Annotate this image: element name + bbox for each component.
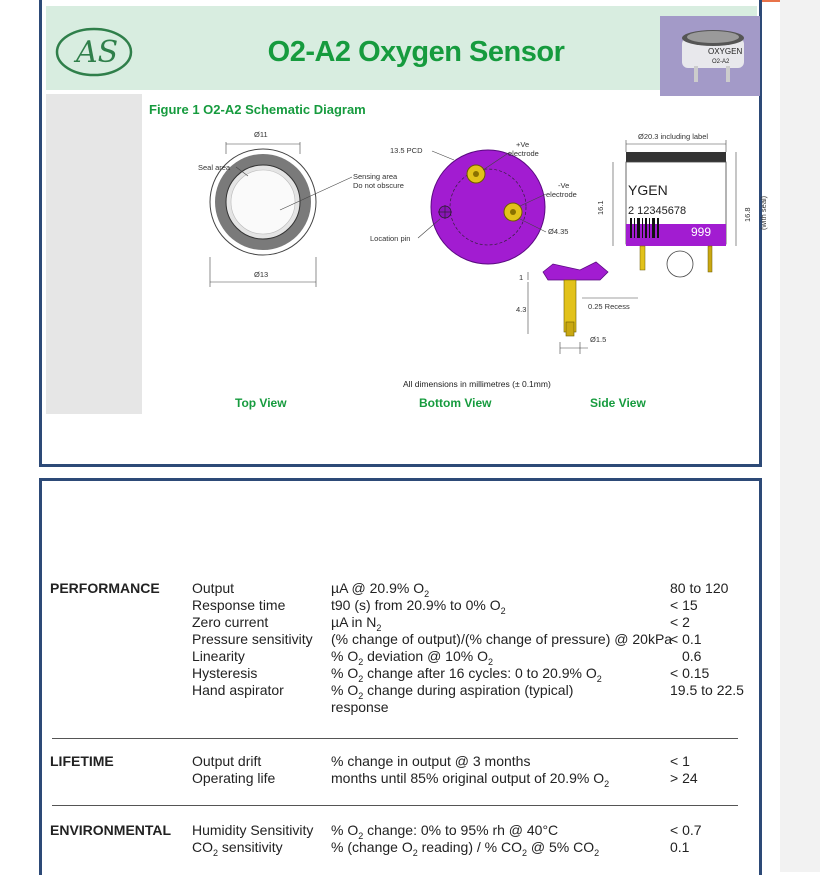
category-performance: PERFORMANCE: [50, 580, 160, 596]
value-hand-aspirator: 19.5 to 22.5: [670, 682, 744, 698]
side-gray-area: [46, 94, 142, 414]
cond-hand-aspirator-continuation: response: [331, 699, 389, 715]
section-divider: [52, 738, 738, 739]
specifications-slide: [39, 478, 762, 875]
cond-hand-aspirator: % $O_2$ change during aspiration (typical): [331, 682, 574, 701]
dim-d435: Ø4.35: [548, 227, 569, 236]
param-output: Output: [192, 580, 235, 596]
cond-pressure-sensitivity: (% change of output)/(% change of pressure) @ 20kPa: [331, 631, 673, 647]
param-co2-sensitivity: $CO_2$ sensitivity: [192, 839, 283, 858]
view-label-top: Top View: [235, 396, 287, 410]
value-zero-current: < 2: [670, 614, 690, 630]
label-seal-area: Seal area: [198, 163, 231, 172]
label-recess: 0.25 Recess: [588, 302, 630, 311]
photo-label-model: O2-A2: [712, 59, 730, 65]
label-with-seal: (with seal): [759, 195, 768, 230]
category-environmental: ENVIRONMENTAL: [50, 822, 172, 838]
label-location-pin: Location pin: [370, 234, 411, 243]
dim-d203: Ø20.3 including label: [638, 132, 709, 141]
cond-output-drift: % change in output @ 3 months: [331, 753, 531, 769]
logo-text: AS: [76, 35, 119, 70]
cond-operating-life: months until 85% original output of 20.9% $O_2$: [331, 770, 610, 789]
value-operating-life: > 24: [670, 770, 698, 786]
company-logo: [54, 26, 134, 78]
photo-label-oxygen: OXYGEN: [708, 47, 743, 56]
param-operating-life: Operating life: [192, 770, 276, 786]
cond-humidity-sensitivity: % $O_2$ change: 0% to 95% rh @ 40°C: [331, 822, 559, 841]
value-output: 80 to 120: [670, 580, 729, 596]
cond-zero-current: µA in $N_2$: [331, 614, 382, 633]
side-label-serial: 2 12345678: [628, 205, 687, 217]
cond-hysteresis: % $O_2$ change after 16 cycles: 0 to 20.9% $O_2$: [331, 665, 602, 684]
pin-detail-drawing: [516, 262, 638, 354]
dim-h161: 16.1: [596, 200, 605, 215]
param-hysteresis: Hysteresis: [192, 665, 258, 681]
label-sensing-area: Sensing area: [353, 172, 398, 181]
label-pos-electrode-2: electrode: [508, 149, 539, 158]
param-linearity: Linearity: [192, 648, 245, 664]
param-hand-aspirator: Hand aspirator: [192, 682, 284, 698]
value-response-time: < 15: [670, 597, 698, 613]
value-pressure-sensitivity: < 0.1: [670, 631, 702, 647]
slide-header: [46, 6, 757, 90]
label-pcd: 13.5 PCD: [390, 146, 423, 155]
param-response-time: Response time: [192, 597, 286, 613]
value-linearity: 0.6: [682, 648, 702, 664]
label-pos-electrode-1: +Ve: [516, 140, 530, 149]
dim-h43: 4.3: [516, 305, 527, 314]
value-humidity-sensitivity: < 0.7: [670, 822, 702, 838]
figure-title: Figure 1 O2-A2 Schematic Diagram: [149, 102, 366, 117]
category-lifetime: LIFETIME: [50, 753, 114, 769]
section-divider: [52, 805, 738, 806]
cond-linearity: % $O_2$ deviation @ 10% $O_2$: [331, 648, 493, 667]
side-label-text: YGEN: [628, 182, 668, 198]
param-output-drift: Output drift: [192, 753, 262, 769]
dim-d13: Ø13: [254, 270, 269, 279]
label-do-not-obscure: Do not obscure: [353, 181, 404, 190]
value-hysteresis: < 0.15: [670, 665, 710, 681]
dim-d15: Ø1.5: [590, 335, 607, 344]
value-output-drift: < 1: [670, 753, 690, 769]
schematic-slide: [39, 0, 768, 467]
cond-response-time: t90 (s) from 20.9% to 0% $O_2$: [331, 597, 506, 616]
schematic-diagram: [148, 122, 768, 422]
side-view-drawing: [596, 132, 768, 277]
value-co2-sensitivity: 0.1: [670, 839, 690, 855]
top-view-drawing: [198, 130, 404, 287]
bottom-view-drawing: [370, 140, 577, 264]
label-neg-electrode-1: -Ve: [558, 181, 570, 190]
side-label-number: 999: [691, 225, 712, 239]
view-label-side: Side View: [590, 396, 646, 410]
cond-output: µA @ 20.9% $O_2$: [331, 580, 430, 599]
sensor-photo: [660, 16, 760, 96]
dim-h1: 1: [519, 273, 524, 282]
dimensions-note: All dimensions in millimetres (± 0.1mm): [403, 379, 551, 389]
label-neg-electrode-2: electrode: [546, 190, 577, 199]
param-zero-current: Zero current: [192, 614, 269, 630]
param-pressure-sensitivity: Pressure sensitivity: [192, 631, 313, 647]
page-title: O2-A2 Oxygen Sensor: [267, 36, 565, 68]
cond-co2-sensitivity: % (change $O_2$ reading) / % $CO_2$ @ 5% $CO_2$: [331, 839, 600, 858]
dim-d11: Ø11: [254, 130, 268, 139]
dim-h168: 16.8: [743, 207, 752, 222]
scrollbar-track[interactable]: [780, 0, 820, 872]
param-humidity-sensitivity: Humidity Sensitivity: [192, 822, 314, 838]
view-label-bottom: Bottom View: [419, 396, 492, 410]
